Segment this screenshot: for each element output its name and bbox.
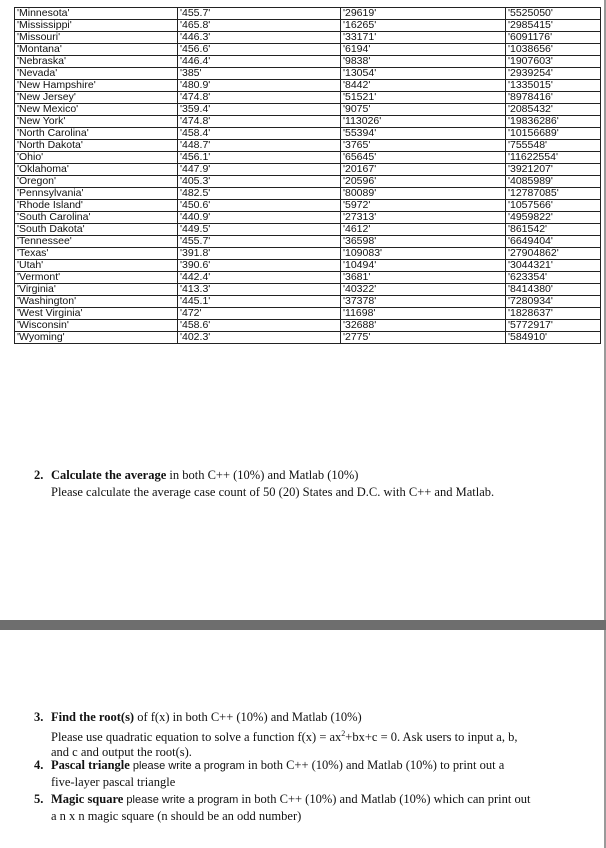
- table-cell: 'Utah': [15, 260, 178, 272]
- table-cell: '4085989': [506, 176, 601, 188]
- table-cell: '456.6': [178, 44, 341, 56]
- table-cell: 'Oklahoma': [15, 164, 178, 176]
- table-cell: '584910': [506, 332, 601, 344]
- table-cell: 'Missouri': [15, 32, 178, 44]
- table-cell: '20167': [341, 164, 506, 176]
- table-cell: '20596': [341, 176, 506, 188]
- table-cell: '446.4': [178, 56, 341, 68]
- table-cell: '29619': [341, 8, 506, 20]
- table-cell: '113026': [341, 116, 506, 128]
- table-row: [15, 20, 601, 32]
- table-cell: '109083': [341, 248, 506, 260]
- question-heading: [51, 468, 358, 484]
- table-row: [15, 260, 601, 272]
- table-cell: '413.3': [178, 284, 341, 296]
- question-body: Please calculate the average case count of 50 (20) States and D.C. with C++ and Matlab.: [51, 485, 495, 499]
- covid-data-table: [14, 7, 601, 344]
- table-cell: '3921207': [506, 164, 601, 176]
- table-cell: '391.8': [178, 248, 341, 260]
- table-cell: '32688': [341, 320, 506, 332]
- table-cell: '5772917': [506, 320, 601, 332]
- table-row: [15, 128, 601, 140]
- table-cell: '474.8': [178, 92, 341, 104]
- table-cell: '65645': [341, 152, 506, 164]
- table-cell: '2939254': [506, 68, 601, 80]
- question-title: Find the root(s): [51, 710, 135, 724]
- table-row: [15, 332, 601, 344]
- question-title: Magic square: [51, 792, 124, 806]
- table-cell: '4612': [341, 224, 506, 236]
- table-row: [15, 284, 601, 296]
- table-cell: 'Vermont': [15, 272, 178, 284]
- table-cell: '12787085': [506, 188, 601, 200]
- question-number: 3.: [34, 710, 44, 724]
- table-cell: '2085432': [506, 104, 601, 116]
- table-row: [15, 212, 601, 224]
- table-cell: 'New Hampshire': [15, 80, 178, 92]
- table-cell: '442.4': [178, 272, 341, 284]
- table-row: [15, 164, 601, 176]
- question-body-b: +bx+c = 0. Ask users to input a, b, and c and output the root(s).: [51, 729, 518, 760]
- table-row: [15, 188, 601, 200]
- table-row: [15, 308, 601, 320]
- table-cell: 'New York': [15, 116, 178, 128]
- table-cell: '11698': [341, 308, 506, 320]
- table-cell: '80089': [341, 188, 506, 200]
- table-cell: '456.1': [178, 152, 341, 164]
- question-body-a: Please use quadratic equation to solve a function f(x) = ax: [51, 729, 342, 744]
- table-cell: '447.9': [178, 164, 341, 176]
- table-cell: 'Nebraska': [15, 56, 178, 68]
- question-title: Pascal triangle: [51, 758, 130, 772]
- question-rest: in both C++ (10%) and Matlab (10%) which can print out a n x n magic square (n should be an odd number): [51, 792, 531, 823]
- table-cell: '1057566': [506, 200, 601, 212]
- table-row: [15, 116, 601, 128]
- table-cell: '3765': [341, 140, 506, 152]
- table-cell: '1038656': [506, 44, 601, 56]
- table-cell: '19836286': [506, 116, 601, 128]
- table-row: [15, 56, 601, 68]
- table-cell: '359.4': [178, 104, 341, 116]
- table-cell: '480.9': [178, 80, 341, 92]
- question-title-rest: of f(x) in both C++ (10%) and Matlab (10%): [134, 710, 362, 724]
- table-cell: '1828637': [506, 308, 601, 320]
- table-row: [15, 176, 601, 188]
- table-cell: '8414380': [506, 284, 601, 296]
- question-instruction: please write a program: [123, 794, 239, 806]
- table-cell: '40322': [341, 284, 506, 296]
- question-rest: in both C++ (10%) and Matlab (10%) to print out a five-layer pascal triangle: [51, 758, 505, 789]
- table-cell: '9075': [341, 104, 506, 116]
- table-cell: '4959822': [506, 212, 601, 224]
- table-cell: '7280934': [506, 296, 601, 308]
- question-number: 5.: [34, 792, 44, 806]
- table-cell: '405.3': [178, 176, 341, 188]
- table-cell: '16265': [341, 20, 506, 32]
- table-cell: '465.8': [178, 20, 341, 32]
- table-cell: '8978416': [506, 92, 601, 104]
- question-text: [51, 758, 531, 790]
- table-cell: '2775': [341, 332, 506, 344]
- table-cell: 'Mississippi': [15, 20, 178, 32]
- table-cell: '448.7': [178, 140, 341, 152]
- table-row: [15, 32, 601, 44]
- table-cell: '474.8': [178, 116, 341, 128]
- table-cell: '36598': [341, 236, 506, 248]
- table-cell: '861542': [506, 224, 601, 236]
- table-cell: 'Wyoming': [15, 332, 178, 344]
- table-row: [15, 296, 601, 308]
- table-cell: '8442': [341, 80, 506, 92]
- table-cell: '755548': [506, 140, 601, 152]
- table-row: [15, 44, 601, 56]
- table-row: [15, 92, 601, 104]
- table-cell: '10494': [341, 260, 506, 272]
- table-cell: 'North Carolina': [15, 128, 178, 140]
- question-text: [51, 792, 531, 824]
- table-cell: '402.3': [178, 332, 341, 344]
- table-cell: '5972': [341, 200, 506, 212]
- table-row: [15, 224, 601, 236]
- table-cell: '6649404': [506, 236, 601, 248]
- table-cell: '6091176': [506, 32, 601, 44]
- table-cell: '458.6': [178, 320, 341, 332]
- table-cell: 'Pennsylvania': [15, 188, 178, 200]
- table-row: [15, 68, 601, 80]
- table-cell: '623354': [506, 272, 601, 284]
- table-cell: 'Virginia': [15, 284, 178, 296]
- table-cell: 'Washington': [15, 296, 178, 308]
- table-cell: '472': [178, 308, 341, 320]
- table-cell: '11622554': [506, 152, 601, 164]
- table-cell: '5525050': [506, 8, 601, 20]
- table-cell: '27904862': [506, 248, 601, 260]
- table-cell: '2985415': [506, 20, 601, 32]
- table-cell: '27313': [341, 212, 506, 224]
- table-cell: '440.9': [178, 212, 341, 224]
- table-row: [15, 272, 601, 284]
- question-body-sup: 2: [341, 728, 346, 738]
- table-row: [15, 104, 601, 116]
- table-cell: 'New Mexico': [15, 104, 178, 116]
- table-cell: 'North Dakota': [15, 140, 178, 152]
- table-cell: '37378': [341, 296, 506, 308]
- table-cell: '482.5': [178, 188, 341, 200]
- table-cell: '9838': [341, 56, 506, 68]
- table-cell: 'Minnesota': [15, 8, 178, 20]
- table-row: [15, 236, 601, 248]
- table-cell: 'West Virginia': [15, 308, 178, 320]
- table-row: [15, 320, 601, 332]
- table-cell: '455.7': [178, 236, 341, 248]
- table-cell: '450.6': [178, 200, 341, 212]
- table-cell: '10156689': [506, 128, 601, 140]
- table-row: [15, 152, 601, 164]
- table-cell: '51521': [341, 92, 506, 104]
- document-page-bottom: [0, 630, 606, 848]
- table-cell: 'Wisconsin': [15, 320, 178, 332]
- table-cell: 'Texas': [15, 248, 178, 260]
- table-cell: '1907603': [506, 56, 601, 68]
- table-cell: 'Rhode Island': [15, 200, 178, 212]
- table-cell: '446.3': [178, 32, 341, 44]
- table-cell: '13054': [341, 68, 506, 80]
- page-separator: [0, 620, 606, 630]
- question-number: 4.: [34, 758, 44, 772]
- question-title: Calculate the average: [51, 468, 167, 482]
- table-cell: 'South Dakota': [15, 224, 178, 236]
- table-cell: '1335015': [506, 80, 601, 92]
- table-cell: 'Montana': [15, 44, 178, 56]
- table-cell: 'New Jersey': [15, 92, 178, 104]
- table-row: [15, 248, 601, 260]
- table-row: [15, 140, 601, 152]
- table-cell: '390.6': [178, 260, 341, 272]
- table-cell: '33171': [341, 32, 506, 44]
- table-cell: 'Oregon': [15, 176, 178, 188]
- table-cell: '6194': [341, 44, 506, 56]
- table-cell: '3044321': [506, 260, 601, 272]
- question-instruction: please write a program: [129, 760, 245, 772]
- table-row: [15, 80, 601, 92]
- question-title-rest: in both C++ (10%) and Matlab (10%): [166, 468, 359, 482]
- question-text: [51, 710, 531, 761]
- table-cell: 'Tennessee': [15, 236, 178, 248]
- table-cell: '385': [178, 68, 341, 80]
- table-row: [15, 8, 601, 20]
- table-cell: '449.5': [178, 224, 341, 236]
- table-cell: '55394': [341, 128, 506, 140]
- table-cell: '458.4': [178, 128, 341, 140]
- table-cell: 'South Carolina': [15, 212, 178, 224]
- question-number: 2.: [34, 468, 44, 482]
- table-cell: '455.7': [178, 8, 341, 20]
- table-cell: 'Ohio': [15, 152, 178, 164]
- table-cell: '445.1': [178, 296, 341, 308]
- table-cell: 'Nevada': [15, 68, 178, 80]
- table-cell: '3681': [341, 272, 506, 284]
- table-row: [15, 200, 601, 212]
- table-body: [15, 8, 601, 344]
